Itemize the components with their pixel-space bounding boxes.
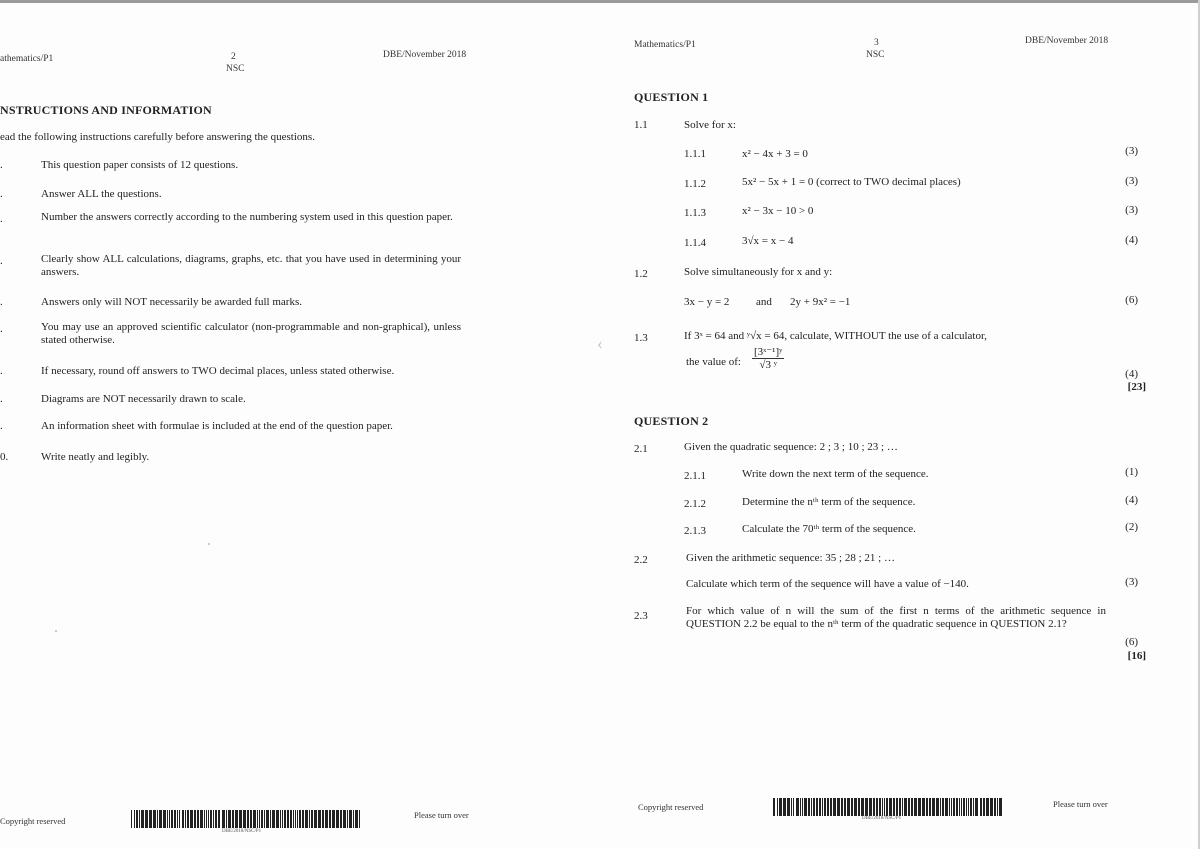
question-number: 2.2 (634, 554, 648, 566)
list-item-number: . (0, 255, 3, 267)
list-item-number: . (0, 188, 3, 200)
barcode (773, 798, 1003, 816)
question-text: For which value of n will the sum of the first n terms of the arithmetic sequence in QUESTION 2.2 be equal to the nᵗʰ term of the quadratic sequence in QUESTION 2.1? (686, 605, 1106, 630)
list-item-number: . (0, 159, 3, 171)
question-number: 2.1 (634, 443, 648, 455)
question-text: Solve simultaneously for x and y: (684, 266, 833, 278)
fraction-denominator: √3 ʸ (759, 359, 777, 371)
mark-allocation: (6) (1125, 636, 1138, 648)
mark-allocation: (3) (1125, 204, 1138, 216)
question-text: Given the arithmetic sequence: 35 ; 28 ; 21 ; … (686, 552, 895, 564)
list-item: An information sheet with formulae is included at the end of the question paper. (41, 420, 393, 432)
question-number: 1.3 (634, 332, 648, 344)
mark-allocation: (4) (1125, 494, 1138, 506)
question-number: 1.1 (634, 119, 648, 131)
list-item: Answers only will NOT necessarily be awarded full marks. (41, 296, 302, 308)
header-page-number: 3 (874, 38, 879, 48)
list-item: This question paper consists of 12 questions. (41, 159, 239, 171)
conjunction: and (756, 296, 772, 308)
header-subject: Mathematics/P1 (634, 40, 696, 50)
subquestion-number: 1.1.2 (684, 178, 706, 190)
list-item-number: . (0, 365, 3, 377)
barcode-number: DBE/2018/NSC/P1 (222, 829, 262, 834)
list-item: Diagrams are NOT necessarily drawn to scale. (41, 393, 246, 405)
question-number: 1.2 (634, 268, 648, 280)
equation: 3√x = x − 4 (742, 235, 794, 247)
question-text: Given the quadratic sequence: 2 ; 3 ; 10 ; 23 ; … (684, 441, 898, 453)
list-item: If necessary, round off answers to TWO decimal places, unless stated otherwise. (41, 365, 395, 377)
list-item: You may use an approved scientific calculator (non-programmable and non-graphical), unless stated otherwise. (41, 321, 461, 346)
footer-turn-over: Please turn over (1053, 799, 1108, 809)
subquestion-number: 1.1.4 (684, 237, 706, 249)
subquestion-number: 1.1.1 (684, 148, 706, 160)
subquestion-number: 2.1.1 (684, 470, 706, 482)
list-item: Answer ALL the questions. (41, 188, 162, 200)
mark-allocation: (6) (1125, 294, 1138, 306)
list-item-number: . (0, 213, 3, 225)
mark-allocation: (4) (1125, 234, 1138, 246)
subquestion-number: 1.1.3 (684, 207, 706, 219)
header-nsc: NSC (866, 50, 885, 60)
instructions-title: NSTRUCTIONS AND INFORMATION (0, 103, 212, 117)
list-item: Write neatly and legibly. (41, 451, 150, 463)
equation: 2y + 9x² = −1 (790, 296, 851, 308)
barcode-number: DBE/2018/NSC/P1 (862, 816, 902, 821)
question-text: Solve for x: (684, 119, 736, 131)
list-item: Number the answers correctly according to the numbering system used in this question paper. (41, 211, 453, 223)
fraction (752, 345, 784, 371)
question-2-title: QUESTION 2 (634, 414, 709, 428)
question-total: [16] (1127, 650, 1146, 662)
list-item-number: . (0, 393, 3, 405)
subquestion-number: 2.1.3 (684, 525, 706, 537)
equation: 3x − y = 2 (684, 296, 730, 308)
question-text: If 3ˣ = 64 and ʸ√x = 64, calculate, WITHOUT the use of a calculator, (684, 330, 987, 342)
list-item: Clearly show ALL calculations, diagrams, graphs, etc. that you have used in determining your answers. (41, 253, 461, 278)
page-fold-mark: ‹ (597, 333, 603, 353)
list-item-number: . (0, 296, 3, 308)
header-nsc: NSC (226, 64, 245, 74)
footer-turn-over: Please turn over (414, 810, 469, 820)
list-item-number: . (0, 323, 3, 335)
list-item-number: . (0, 420, 3, 432)
mark-allocation: (3) (1125, 576, 1138, 588)
question-1-title: QUESTION 1 (634, 90, 709, 104)
subquestion-text: Determine the nᵗʰ term of the sequence. (742, 496, 916, 508)
mark-allocation: (2) (1125, 521, 1138, 533)
mark-allocation: (4) (1125, 368, 1138, 380)
header-exam: DBE/November 2018 (383, 50, 467, 60)
subquestion-text: Calculate the 70ᵗʰ term of the sequence. (742, 523, 916, 535)
subquestion-text: Write down the next term of the sequence. (742, 468, 929, 480)
equation: 5x² − 5x + 1 = 0 (correct to TWO decimal places) (742, 176, 961, 188)
header-exam: DBE/November 2018 (1025, 36, 1109, 46)
question-text: Calculate which term of the sequence will have a value of −140. (686, 578, 969, 590)
subquestion-number: 2.1.2 (684, 498, 706, 510)
question-text: the value of: (686, 356, 741, 368)
fraction-numerator: [3ˣ⁻¹]ʸ (754, 346, 783, 358)
mark-allocation: (1) (1125, 466, 1138, 478)
instructions-intro: ead the following instructions carefully before answering the questions. (0, 131, 315, 143)
equation: x² − 3x − 10 > 0 (742, 205, 814, 217)
footer-copyright: Copyright reserved (638, 802, 704, 812)
list-item-number: 0. (0, 451, 9, 463)
mark-allocation: (3) (1125, 145, 1138, 157)
equation: x² − 4x + 3 = 0 (742, 148, 808, 160)
header-subject: athematics/P1 (0, 54, 54, 64)
footer-copyright: Copyright reserved (0, 816, 66, 826)
header-page-number: 2 (231, 52, 236, 62)
mark-allocation: (3) (1125, 175, 1138, 187)
question-number: 2.3 (634, 610, 648, 622)
question-total: [23] (1127, 381, 1146, 393)
